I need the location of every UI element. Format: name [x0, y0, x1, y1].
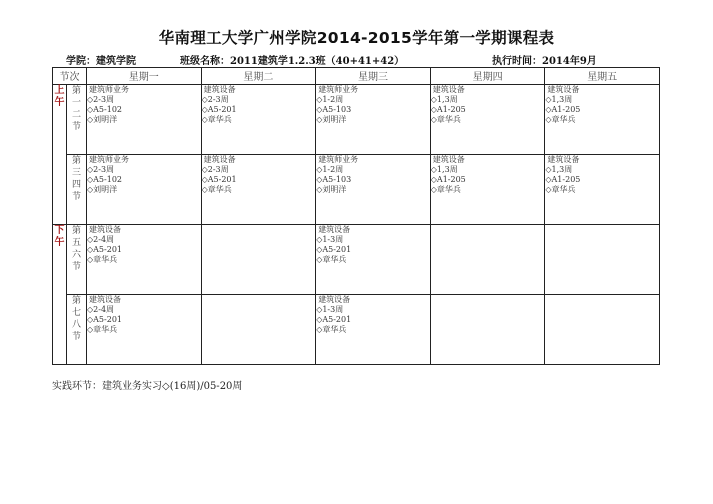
- period-label: 第 七 八 节: [67, 295, 87, 365]
- course-cell: [430, 295, 545, 365]
- course-entry: [316, 225, 430, 265]
- course-entry: [431, 85, 545, 125]
- course-cell: [316, 295, 431, 365]
- course-weeks: ◇1,3周: [545, 95, 573, 104]
- execution-time-label: 执行时间：2014年9月: [492, 56, 597, 67]
- course-cell: [201, 155, 316, 225]
- course-cell: [87, 295, 202, 365]
- course-cell: [201, 225, 316, 295]
- practice-note: 实践环节：建筑业务实习◇(16周)/05-20周: [52, 381, 243, 392]
- day-header-tue: 星期二: [201, 68, 316, 85]
- table-row: [53, 155, 660, 225]
- course-name: 建筑师业务: [318, 85, 359, 94]
- course-cell: [201, 85, 316, 155]
- course-name: 建筑设备: [432, 155, 465, 164]
- course-room: ◇A5-103: [316, 175, 352, 184]
- morning-label: 上 午: [53, 85, 67, 225]
- period-header: 节次: [53, 68, 87, 85]
- course-cell: [87, 225, 202, 295]
- course-name: 建筑设备: [547, 155, 580, 164]
- course-entry: [316, 295, 430, 335]
- course-teacher: ◇章华兵: [430, 185, 461, 194]
- course-cell: [316, 225, 431, 295]
- course-teacher: ◇刘明洋: [87, 185, 118, 194]
- day-header-wed: 星期三: [316, 68, 431, 85]
- course-entry: [545, 85, 659, 125]
- class-name-label: 班级名称：2011建筑学1.2.3班（40+41+42）: [180, 56, 405, 67]
- course-entry: [431, 155, 545, 195]
- course-cell: [430, 155, 545, 225]
- course-room: ◇A1-205: [430, 175, 466, 184]
- course-cell: [430, 85, 545, 155]
- course-name: 建筑设备: [547, 85, 580, 94]
- college-label: 学院：建筑学院: [66, 56, 136, 67]
- course-room: ◇A5-103: [316, 105, 352, 114]
- page-title: 华南理工大学广州学院2014-2015学年第一学期课程表: [158, 29, 555, 47]
- period-label: 第 五 六 节: [67, 225, 87, 295]
- course-weeks: ◇1,3周: [430, 165, 458, 174]
- course-room: ◇A5-201: [201, 105, 237, 114]
- schedule-table: [52, 67, 660, 365]
- course-room: ◇A5-102: [87, 105, 122, 114]
- course-teacher: ◇章华兵: [87, 255, 118, 264]
- course-teacher: ◇刘明洋: [316, 185, 347, 194]
- course-name: 建筑设备: [89, 295, 121, 304]
- course-teacher: ◇章华兵: [545, 185, 576, 194]
- course-entry: [202, 85, 316, 125]
- course-teacher: ◇章华兵: [316, 325, 347, 334]
- course-teacher: ◇章华兵: [316, 255, 347, 264]
- course-name: 建筑设备: [318, 225, 351, 234]
- course-room: ◇A5-201: [87, 315, 122, 324]
- course-room: ◇A5-201: [201, 175, 237, 184]
- course-teacher: ◇章华兵: [201, 185, 232, 194]
- table-row: [53, 295, 660, 365]
- course-weeks: ◇1-2周: [316, 95, 344, 104]
- course-name: 建筑设备: [203, 155, 236, 164]
- course-name: 建筑设备: [203, 85, 236, 94]
- course-teacher: ◇章华兵: [201, 115, 232, 124]
- course-cell: [201, 295, 316, 365]
- course-room: ◇A1-205: [545, 105, 581, 114]
- afternoon-label: 下 午: [53, 225, 67, 365]
- course-room: ◇A5-201: [87, 245, 122, 254]
- course-weeks: ◇2-4周: [87, 305, 115, 314]
- course-weeks: ◇2-4周: [87, 235, 115, 244]
- header-row: [53, 68, 660, 85]
- course-name: 建筑师业务: [89, 85, 129, 94]
- period-label: 第 三 四 节: [67, 155, 87, 225]
- course-room: ◇A5-201: [316, 315, 352, 324]
- day-header-mon: 星期一: [87, 68, 202, 85]
- course-cell: [430, 225, 545, 295]
- course-weeks: ◇2-3周: [201, 95, 229, 104]
- period-label: 第 一 二 节: [67, 85, 87, 155]
- course-room: ◇A1-205: [545, 175, 581, 184]
- course-name: 建筑师业务: [89, 155, 129, 164]
- course-weeks: ◇2-3周: [201, 165, 229, 174]
- course-cell: [545, 295, 660, 365]
- course-room: ◇A5-201: [316, 245, 352, 254]
- course-cell: [316, 85, 431, 155]
- course-cell: [545, 155, 660, 225]
- course-entry: [87, 155, 201, 195]
- day-header-fri: 星期五: [545, 68, 660, 85]
- course-weeks: ◇1,3周: [545, 165, 573, 174]
- course-cell: [316, 155, 431, 225]
- course-entry: [87, 295, 201, 335]
- course-entry: [87, 85, 201, 125]
- course-weeks: ◇1-2周: [316, 165, 344, 174]
- course-entry: [316, 85, 430, 125]
- course-entry: [87, 225, 201, 265]
- course-name: 建筑设备: [89, 225, 121, 234]
- course-teacher: ◇刘明洋: [87, 115, 118, 124]
- course-cell: [87, 155, 202, 225]
- course-teacher: ◇章华兵: [545, 115, 576, 124]
- course-teacher: ◇章华兵: [430, 115, 461, 124]
- course-room: ◇A5-102: [87, 175, 122, 184]
- table-row: [53, 85, 660, 155]
- course-name: 建筑设备: [432, 85, 465, 94]
- course-name: 建筑设备: [318, 295, 351, 304]
- course-name: 建筑师业务: [318, 155, 359, 164]
- course-entry: [202, 155, 316, 195]
- course-weeks: ◇1-3周: [316, 305, 344, 314]
- course-weeks: ◇2-3周: [87, 95, 115, 104]
- course-cell: [545, 225, 660, 295]
- table-row: [53, 225, 660, 295]
- course-cell: [87, 85, 202, 155]
- course-teacher: ◇刘明洋: [316, 115, 347, 124]
- course-weeks: ◇2-3周: [87, 165, 115, 174]
- course-cell: [545, 85, 660, 155]
- course-entry: [316, 155, 430, 195]
- day-header-thu: 星期四: [430, 68, 545, 85]
- course-room: ◇A1-205: [430, 105, 466, 114]
- course-teacher: ◇章华兵: [87, 325, 118, 334]
- course-weeks: ◇1,3周: [430, 95, 458, 104]
- course-entry: [545, 155, 659, 195]
- course-weeks: ◇1-3周: [316, 235, 344, 244]
